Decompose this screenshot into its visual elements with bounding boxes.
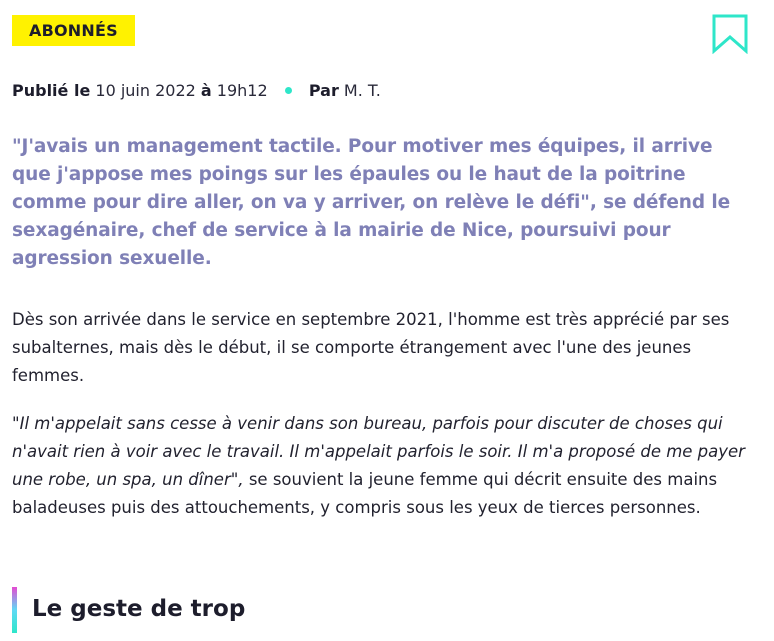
- subscriber-badge: ABONNÉS: [12, 15, 135, 46]
- published-label: Publié le: [12, 81, 91, 100]
- section-heading-text: Le geste de trop: [32, 596, 246, 622]
- author-label: Par: [308, 81, 339, 100]
- article-meta: [12, 79, 381, 103]
- separator-dot: [285, 87, 292, 94]
- article-lead: "J'avais un management tactile. Pour motiver mes équipes, il arrive que j'appose mes poings sur les épaules ou le haut de la poitrine comme pour dire aller, on va y arriver, on relève le défi", se défend le sexagénaire, chef de service à la mairie de Nice, poursuivi pour agression sexuelle.: [12, 136, 731, 269]
- publish-time: 19h12: [216, 81, 268, 100]
- article-header-row: [12, 14, 748, 54]
- bookmark-icon[interactable]: [712, 14, 748, 54]
- paragraph-quote: "Il m'appelait sans cesse à venir dans son bureau, parfois pour discuter de choses qui n'avait rien à voir avec le travail. Il m'appelait parfois le soir. Il m'a proposé de me payer une robe, un spa, un dîner",: [12, 414, 745, 489]
- publish-date: 10 juin 2022: [95, 81, 196, 100]
- author-name[interactable]: M. T.: [343, 81, 381, 100]
- section-heading: [12, 587, 412, 633]
- article-paragraph: [12, 410, 747, 522]
- heading-accent-bar: [12, 587, 17, 633]
- paragraph-text: se souvient la jeune femme qui décrit ensuite des mains baladeuses puis des attouchements, y compris sous les yeux de tierces personnes.: [12, 470, 718, 517]
- article-paragraph: Dès son arrivée dans le service en septembre 2021, l'homme est très apprécié par ses subalternes, mais dès le début, il se comporte étrangement avec l'une des jeunes femmes.: [12, 310, 730, 385]
- at-label: à: [200, 81, 212, 100]
